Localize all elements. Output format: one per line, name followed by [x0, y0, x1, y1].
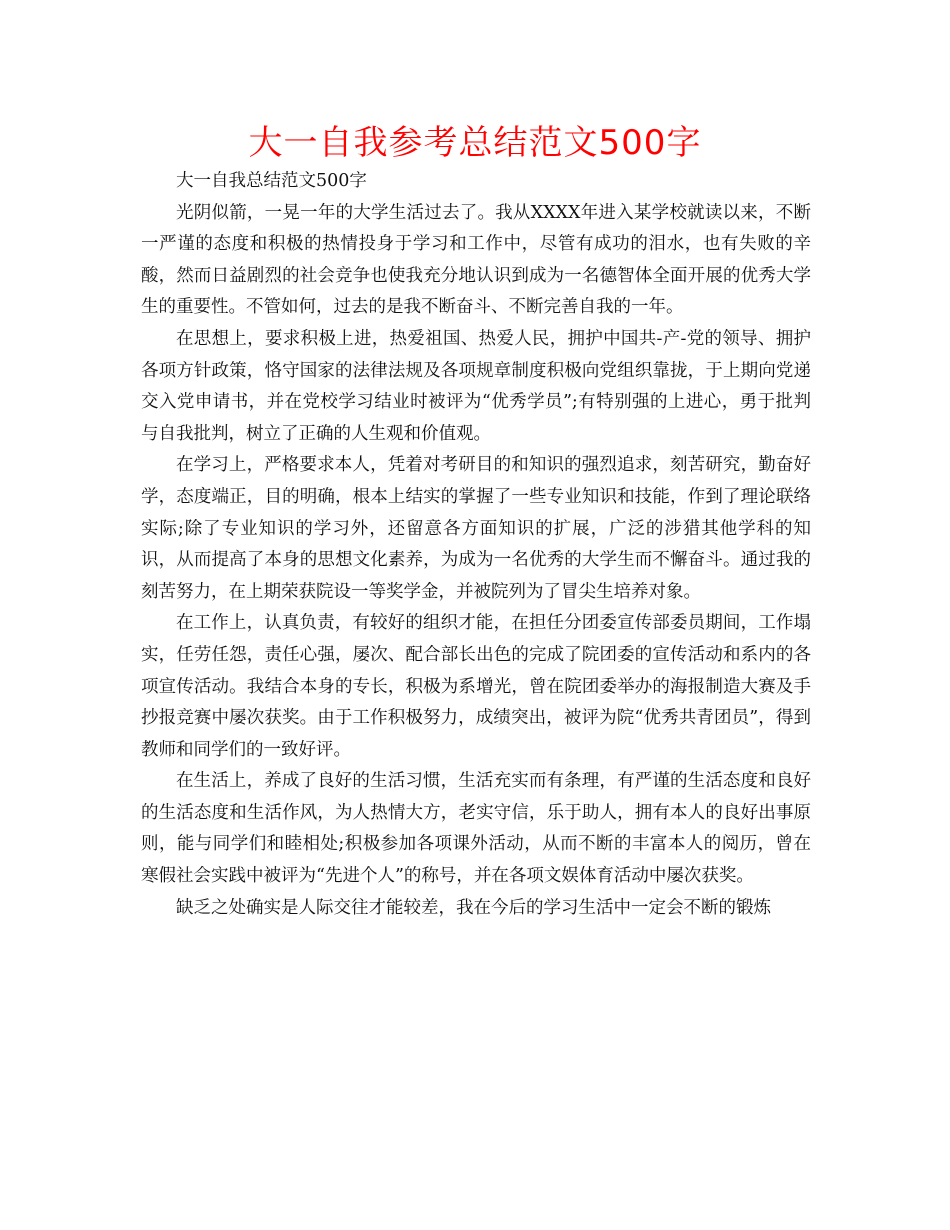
paragraph-ideology: 在思想上，要求积极上进，热爱祖国、热爱人民，拥护中国共-产-党的领导、拥护各项方针政策，恪守国家的法律法规及各项规章制度积极向党组织靠拢，于上期向党递交入党申请书，并在党校学习结业时被评为“优秀学员”;有特别强的上进心，勇于批判与自我批判，树立了正确的人生观和价值观。	[141, 328, 811, 444]
paragraph-work: 在工作上，认真负责，有较好的组织才能，在担任分团委宣传部委员期间，工作塌实，任劳任怨，责任心强，屡次、配合部长出色的完成了院团委的宣传活动和系内的各项宣传活动。我结合本身的专长，积极为系增光，曾在院团委举办的海报制造大赛及手抄报竞赛中屡次获奖。由于工作积极努力，成绩突出，被评为院“优秀共青团员”，得到教师和同学们的一致好评。	[141, 613, 811, 760]
document-title: 大一自我参考总结范文500字	[248, 123, 702, 163]
paragraph-intro: 光阴似箭，一晃一年的大学生活过去了。我从XXXX年进入某学校就读以来，不断一严谨的态度和积极的热情投身于学习和工作中，尽管有成功的泪水，也有失败的辛酸，然而日益剧烈的社会竞争也使我充分地认识到成为一名德智体全面开展的优秀大学生的重要性。不管如何，过去的是我不断奋斗、不断完善自我的一年。	[141, 202, 811, 318]
document-subtitle: 大一自我总结范文500字	[176, 171, 367, 191]
document-body	[141, 166, 811, 924]
paragraph-shortcomings: 缺乏之处确实是人际交往才能较差，我在今后的学习生活中一定会不断的锻炼	[176, 897, 771, 918]
paragraph-study: 在学习上，严格要求本人，凭着对考研目的和知识的强烈追求，刻苦研究，勤奋好学，态度端正，目的明确，根本上结实的掌握了一些专业知识和技能，作到了理论联络实际;除了专业知识的学习外，还留意各方面知识的扩展，广泛的涉猎其他学科的知识，从而提高了本身的思想文化素养，为成为一名优秀的大学生而不懈奋斗。通过我的刻苦努力，在上期荣获院设一等奖学金，并被院列为了冒尖生培养对象。	[141, 455, 811, 602]
paragraph-life: 在生活上，养成了良好的生活习惯，生活充实而有条理，有严谨的生活态度和良好的生活态度和生活作风，为人热情大方，老实守信，乐于助人，拥有本人的良好出事原则，能与同学们和睦相处;积极参加各项课外活动，从而不断的丰富本人的阅历，曾在寒假社会实践中被评为“先进个人”的称号，并在各项文娱体育活动中屡次获奖。	[141, 771, 811, 887]
